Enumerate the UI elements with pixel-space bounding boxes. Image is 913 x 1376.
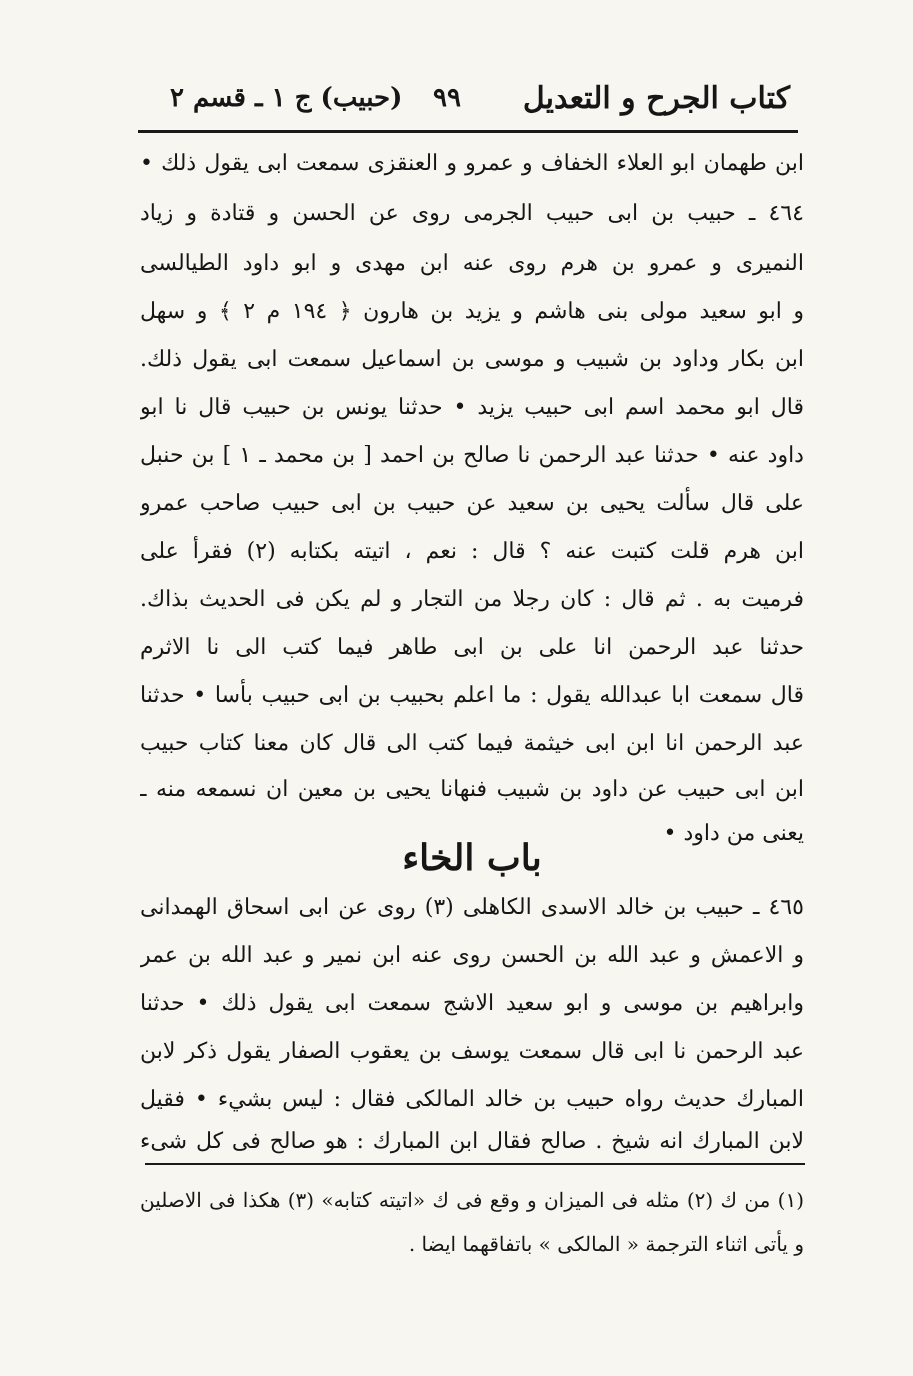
text-line: قال سمعت ابا عبدالله يقول : ما اعلم بحبيب بن ابى حبيب بأسا • حدثنا xyxy=(140,683,804,708)
entry-465-line: ٤٦٥ ـ حبيب بن خالد الاسدى الكاهلى (٣) روى عن ابى اسحاق الهمدانى xyxy=(140,895,804,920)
footnote-line: (١) من ك (٢) مثله فى الميزان و وقع فى ك «اتيته كتابه» (٣) هكذا فى الاصلين xyxy=(140,1188,804,1212)
page-number: ٩٩ xyxy=(433,83,461,113)
text-line: على قال سألت يحيى بن سعيد عن حبيب بن ابى حبيب صاحب عمرو xyxy=(140,491,804,516)
text-line: المبارك حديث رواه حبيب بن خالد المالكى فقال : ليس بشيء • فقيل xyxy=(140,1087,804,1112)
entry-464-line: ٤٦٤ ـ حبيب بن ابى حبيب الجرمى روى عن الحسن و قتادة و زياد xyxy=(140,201,804,226)
text-line: و ابو سعيد مولى بنى هاشم و يزيد بن هارون ﴿ ١٩٤ م ٢ ﴾ و سهل xyxy=(140,299,804,324)
footnote-line: و يأتى اثناء الترجمة « المالكى » باتفاقهما ايضا . xyxy=(408,1232,804,1256)
text-line: حدثنا عبد الرحمن انا على بن ابى طاهر فيما كتب الى نا الاثرم xyxy=(140,635,804,660)
text-line: عبد الرحمن نا ابى قال سمعت يوسف بن يعقوب الصفار يقول ذكر لابن xyxy=(140,1039,804,1064)
text-line: قال ابو محمد اسم ابى حبيب يزيد • حدثنا يونس بن حبيب قال نا ابو xyxy=(140,395,804,420)
header-rule xyxy=(138,130,798,133)
text-line: ابن بكار وداود بن شبيب و موسى بن اسماعيل سمعت ابى يقول ذلك. xyxy=(140,347,804,372)
text-line: ابن طهمان ابو العلاء الخفاف و عمرو و العنقزى سمعت ابى يقول ذلك • xyxy=(140,151,804,176)
text-line: عبد الرحمن انا ابن ابى خيثمة فيما كتب الى قال كان معنا كتاب حبيب xyxy=(140,731,804,756)
text-line: وابراهيم بن موسى و ابو سعيد الاشج سمعت ابى يقول ذلك • حدثنا xyxy=(140,991,804,1016)
text-line: النميرى و عمرو بن هرم روى عنه ابن مهدى و ابو داود الطيالسى xyxy=(140,251,804,276)
text-line: فرميت به . ثم قال : كان رجلا من التجار و لم يكن فى الحديث بذاك. xyxy=(140,587,804,612)
text-line: لابن المبارك انه شيخ . صالح فقال ابن المبارك : هو صالح فى كل شىء xyxy=(140,1129,804,1154)
text-line: داود عنه • حدثنا عبد الرحمن نا صالح بن احمد [ بن محمد ـ ١ ] بن حنبل xyxy=(140,443,804,468)
section-title: باب الخاء xyxy=(402,837,542,879)
part-label: (حبيب) ج ١ ـ قسم ٢ xyxy=(170,83,403,113)
footnote-rule xyxy=(145,1163,805,1165)
text-line: و الاعمش و عبد الله بن الحسن روى عنه ابن نمير و عبد الله بن عمر xyxy=(140,943,804,968)
text-line: ابن ابى حبيب عن داود بن شبيب فنهانا يحيى بن معين ان نسمعه منه ـ xyxy=(140,777,804,802)
page-header xyxy=(140,76,790,120)
book-title: كتاب الجرح و التعديل xyxy=(522,80,790,116)
text-line: ابن هرم قلت كتبت عنه ؟ قال : نعم ، اتيته بكتابه (٢) فقرأ على xyxy=(140,539,804,564)
text-line: يعنى من داود • xyxy=(663,821,804,846)
